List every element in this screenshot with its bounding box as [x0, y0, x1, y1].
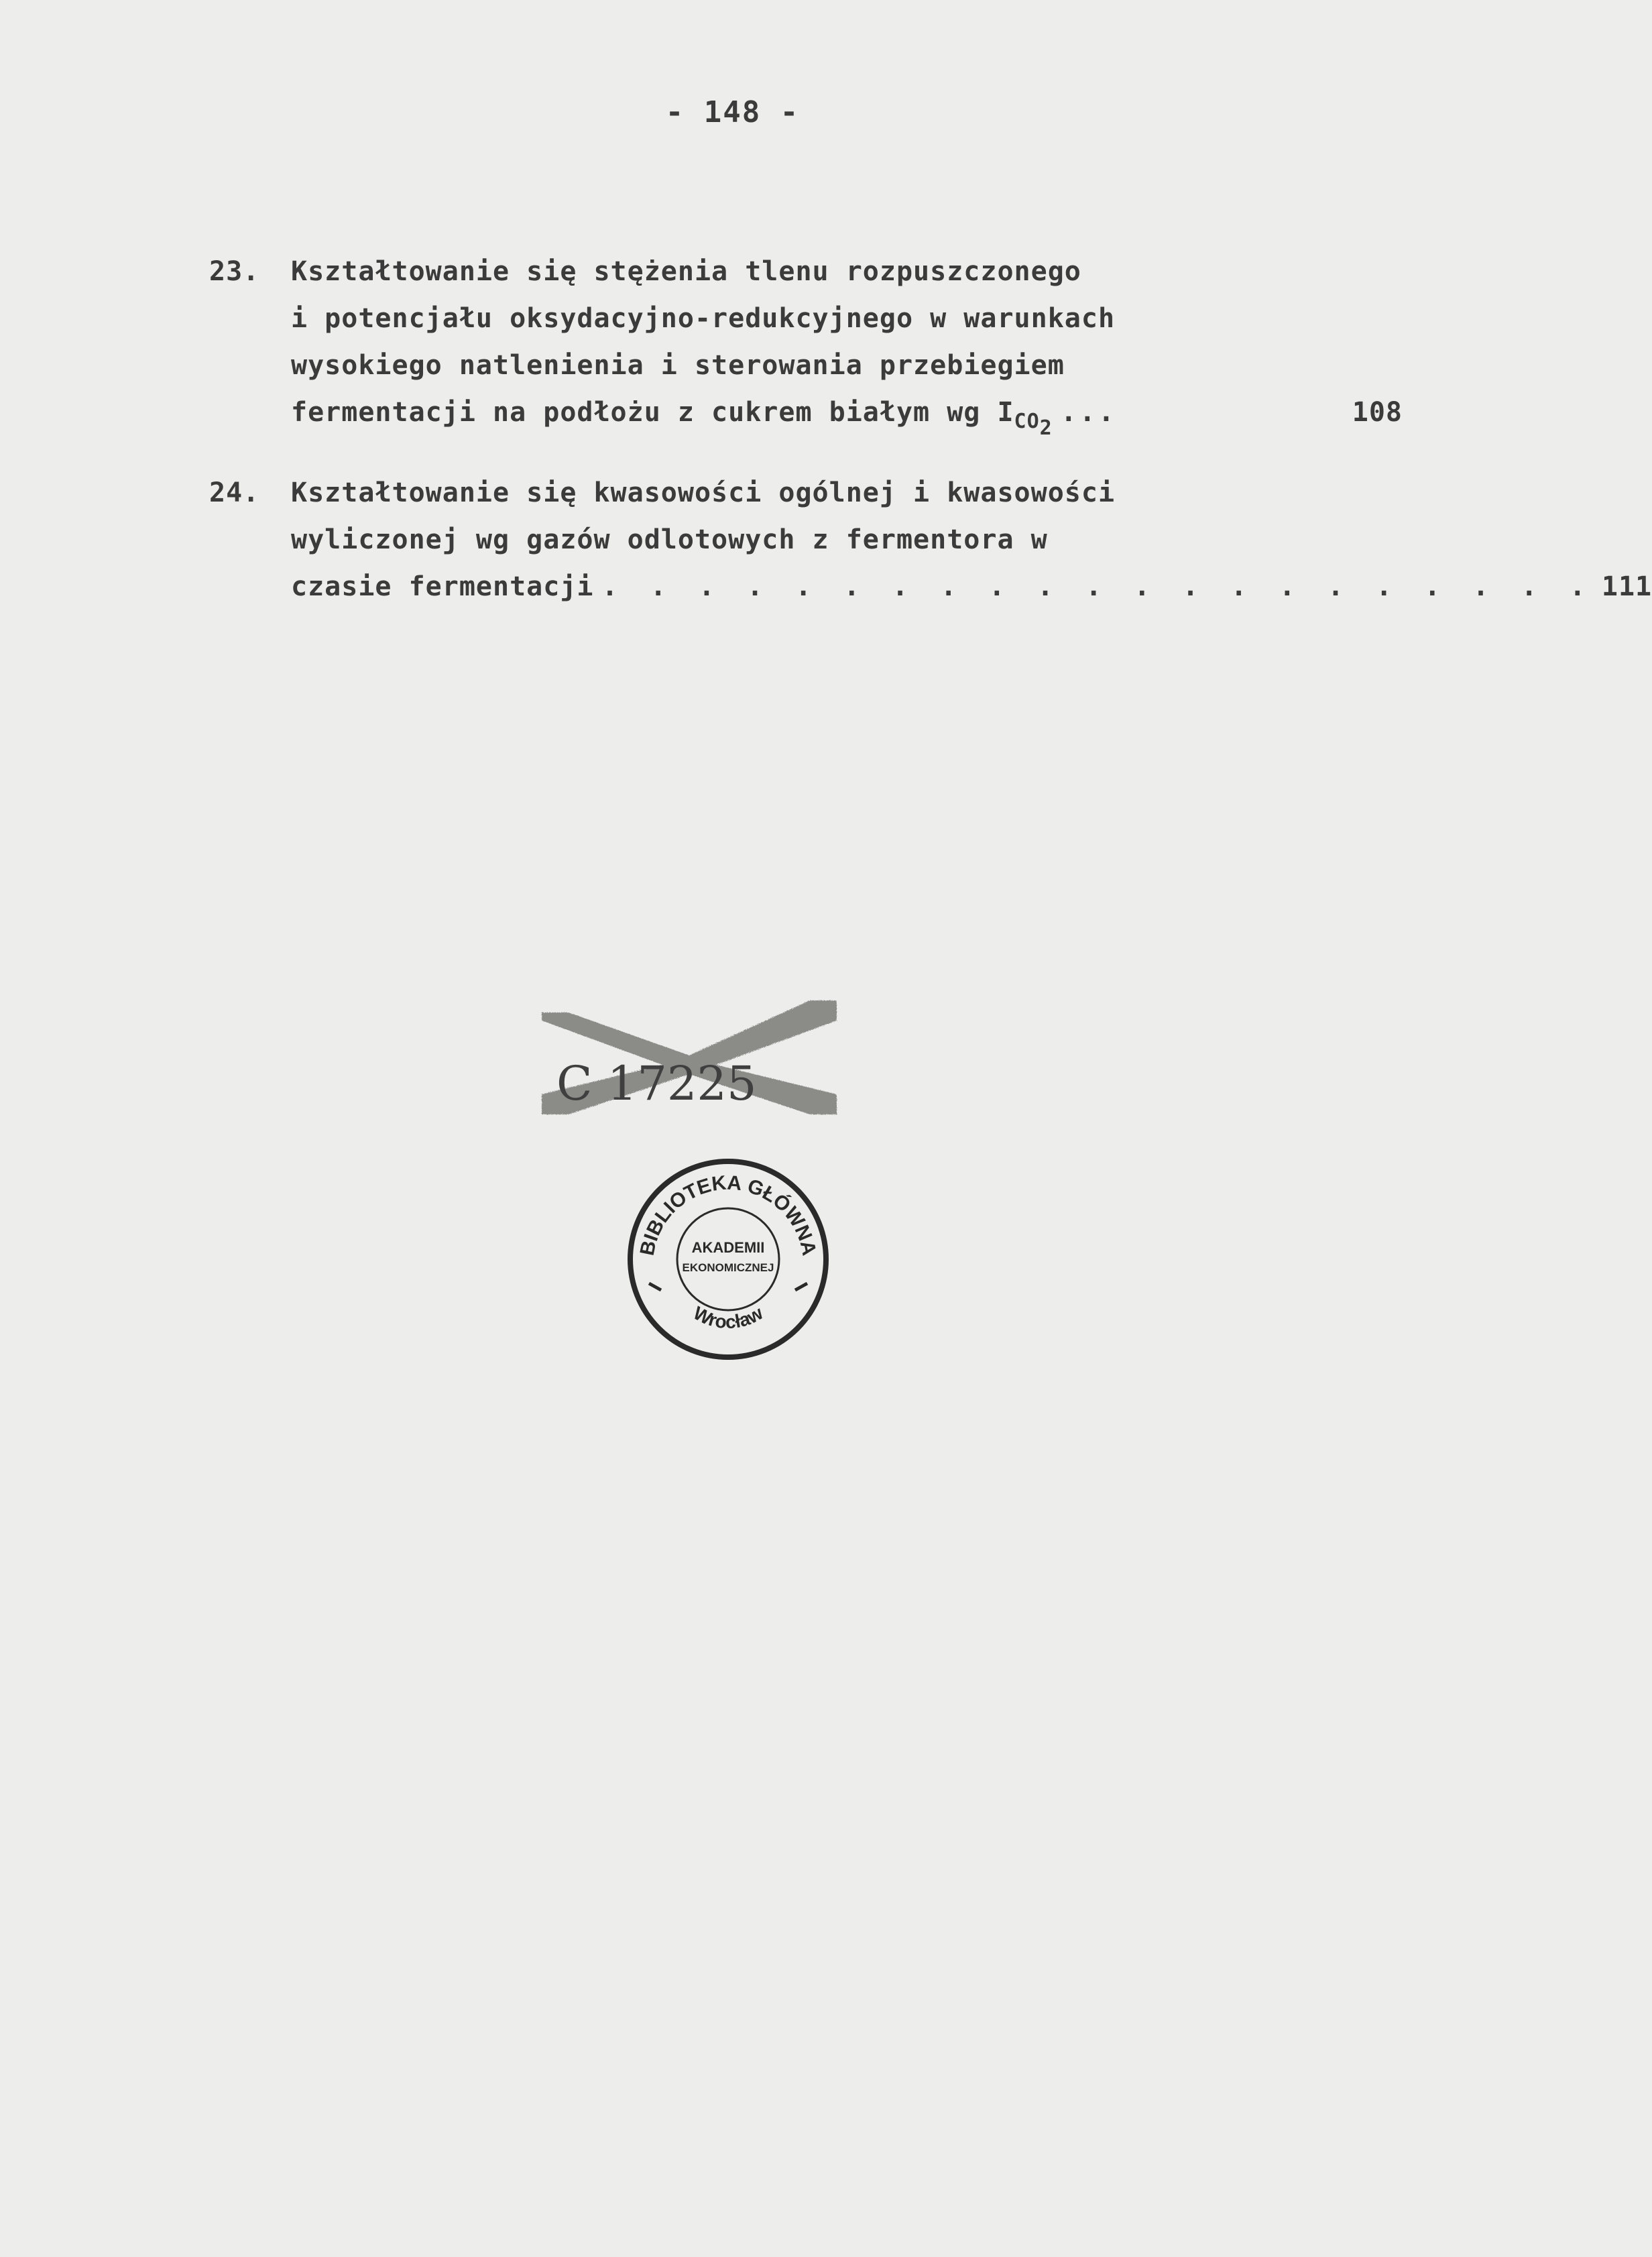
entry-text: Kształtowanie się kwasowości ogólnej i kwasowości — [291, 477, 1116, 508]
dot-leader: . . . . . . . . . . . . . . . . . . . . . — [601, 571, 1594, 602]
entry-line — [291, 248, 1403, 295]
subscript — [1014, 410, 1053, 440]
entry-number: 24. — [209, 477, 260, 508]
entry-last-line — [291, 389, 1403, 452]
entry-text: wysokiego natlenienia i sterowania przebiegiem — [291, 350, 1065, 381]
page-reference: 111 — [1601, 571, 1652, 602]
entry-last-line — [291, 563, 1652, 610]
entry-text: czasie fermentacji — [291, 571, 594, 602]
entry-line — [291, 342, 1403, 389]
entry-text: i potencjału oksydacyjno-redukcyjnego w warunkach — [291, 303, 1116, 334]
entry-number: 23. — [209, 256, 260, 287]
call-number-text: C 17225 — [556, 1056, 757, 1111]
page-number: - 148 - — [665, 95, 800, 129]
entry-line — [291, 516, 1403, 563]
subscript-2: 2 — [1039, 416, 1053, 440]
entry-line — [291, 469, 1403, 516]
seal-bottom-text: Wrocław — [690, 1302, 766, 1333]
seal-inner-ring — [677, 1208, 779, 1310]
entry-text: Kształtowanie się stężenia tlenu rozpuszczonego — [291, 256, 1081, 287]
toc-entry-24 — [209, 469, 1652, 610]
toc-entry-23 — [209, 248, 1403, 452]
library-seal — [621, 1152, 835, 1367]
seal-center-line-2: EKONOMICZNEJ — [682, 1261, 774, 1274]
seal-dash-right — [795, 1283, 807, 1290]
entry-text: wyliczonej wg gazów odlotowych z fermentora w — [291, 524, 1048, 555]
seal-center-line-1: AKADEMII — [691, 1239, 765, 1256]
subscript-co: CO — [1014, 410, 1040, 433]
entry-text — [291, 389, 1053, 452]
entry-line — [291, 295, 1403, 342]
entry-text-main: fermentacji na podłożu z cukrem białym wg I — [291, 397, 1014, 428]
call-number-stamp — [542, 994, 837, 1128]
page-reference: 108 — [1352, 397, 1403, 428]
dot-leader: ... — [1060, 397, 1117, 428]
seal-top-text: BIBLIOTEKA GŁÓWNA — [636, 1171, 821, 1258]
seal-dash-left — [649, 1283, 661, 1290]
